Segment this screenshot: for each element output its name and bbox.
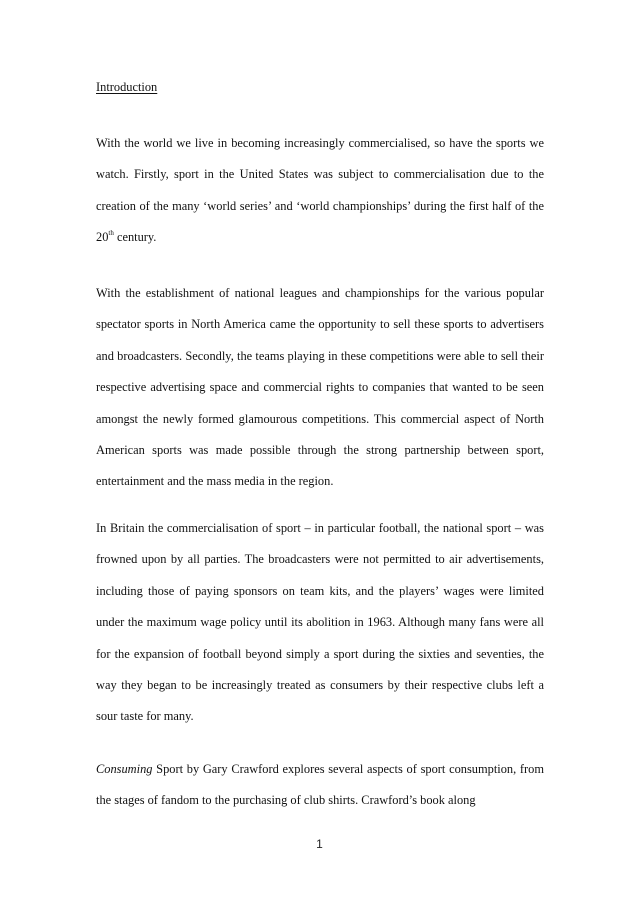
page-number: 1 <box>316 837 323 851</box>
paragraph-3: In Britain the commercialisation of sport – in particular football, the national sport – was frowned upon by all parties. The broadcasters were not permitted to air advertisements, including those of paying sponsors on team kits, and the players’ wages were limited under the maximum wage policy until its abolition in 1963. Although many fans were all for the expansion of football beyond simply a sport during the sixties and seventies, the way they began to be increasingly treated as consumers by their respective clubs left a sour taste for many. <box>96 521 544 724</box>
ordinal-superscript: th <box>108 229 114 238</box>
section-heading: Introduction <box>96 80 158 94</box>
paragraph-2: With the establishment of national leagues and championships for the various popular spectator sports in North America came the opportunity to sell these sports to advertisers and broadcasters. Secondly, the teams playing in these competitions were able to sell their respective advertising space and commercial rights to companies that wanted to be seen amongst the newly formed glamourous competitions. This commercial aspect of North American sports was made possible through the strong partnership between sport, entertainment and the mass media in the region. <box>96 286 544 489</box>
book-title-italic: Consuming <box>96 762 153 776</box>
paragraph-1-text: With the world we live in becoming increasingly commercialised, so have the sports we watch. Firstly, sport in the United States was subject to commercialisation due to the creation of the many ‘world series’ and ‘world championships’ during the first half of the 20 <box>96 136 544 245</box>
paragraph-1 <box>96 128 544 254</box>
paragraph-4-text: Sport by Gary Crawford explores several aspects of sport consumption, from the stages of fandom to the purchasing of club shirts. Crawford’s book along <box>96 762 544 808</box>
paragraph-1-tail: century. <box>113 230 157 245</box>
paragraph-4 <box>96 754 544 817</box>
